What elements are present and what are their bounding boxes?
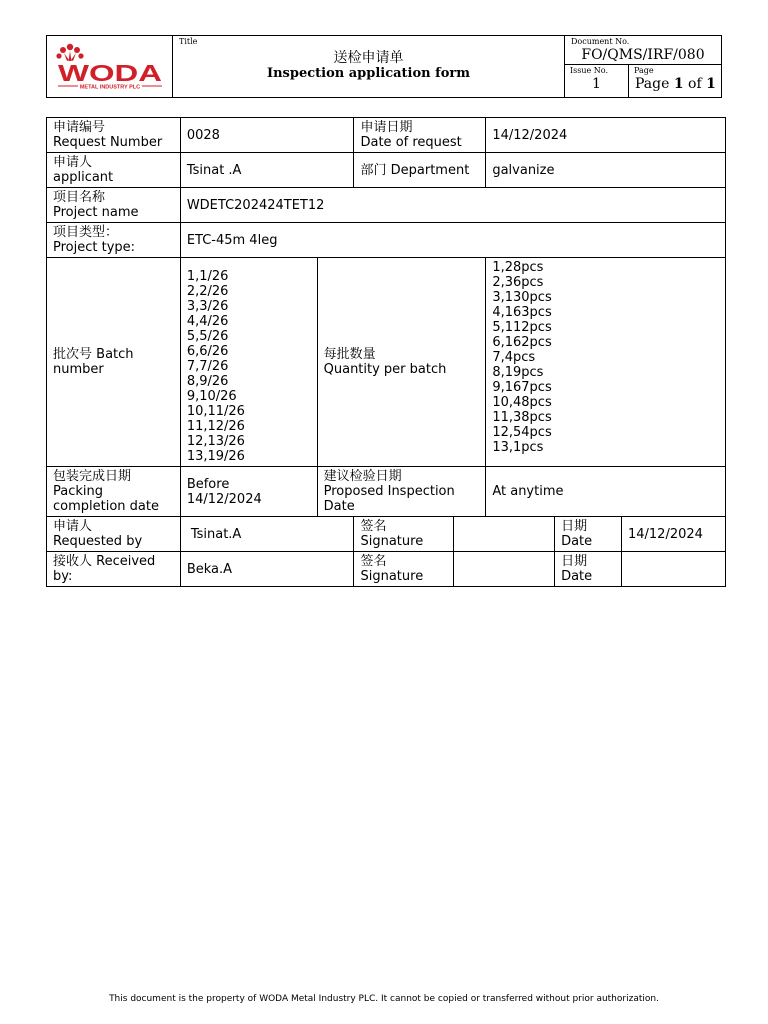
signature-2-label-cell: 签名 Signature xyxy=(354,552,454,587)
form-row-dates xyxy=(47,467,726,517)
document-header xyxy=(46,35,722,98)
received-by-value: Beka.A xyxy=(180,552,354,587)
list-item: 4,163pcs xyxy=(492,305,552,320)
list-item: 2,36pcs xyxy=(492,275,544,290)
list-item: 9,167pcs xyxy=(492,380,552,395)
document-number: FO/QMS/IRF/080 xyxy=(581,47,705,63)
logo-subtext: METAL INDUSTRY PLC xyxy=(79,84,140,90)
list-item: 4,4/26 xyxy=(186,313,229,329)
woda-logo xyxy=(52,41,168,93)
request-number-label-cell: 申请编号 Request Number xyxy=(47,118,181,153)
project-name-label-cell: 项目名称 Project name xyxy=(47,188,181,223)
proposed-inspection-label-cell: 建议检验日期 Proposed Inspection Date xyxy=(317,467,486,517)
form-row-batches xyxy=(47,258,726,467)
page-label: Page xyxy=(634,66,654,75)
applicant-value: Tsinat .A xyxy=(180,153,354,188)
date-2-label-cell: 日期 Date xyxy=(555,552,622,587)
document-number-cell xyxy=(565,36,721,65)
signature-1-value xyxy=(454,517,555,552)
form-row-requested xyxy=(47,517,726,552)
date-of-request-label-cell: 申请日期 Date of request xyxy=(354,118,486,153)
list-item: 12,13/26 xyxy=(186,433,245,449)
form-row-received xyxy=(47,552,726,587)
issue-number-cell xyxy=(565,65,629,97)
title-label: Title xyxy=(179,37,198,46)
list-item: 6,6/26 xyxy=(186,343,229,359)
list-item: 2,2/26 xyxy=(186,283,229,299)
list-item: 11,12/26 xyxy=(186,418,245,434)
received-by-label-cell: 接收人 Received by: xyxy=(47,552,181,587)
page-number-cell xyxy=(629,65,721,97)
signature-2-value xyxy=(454,552,555,587)
issue-number-label: Issue No. xyxy=(570,66,609,75)
list-item: 3,130pcs xyxy=(492,290,552,305)
department-label-cell: 部门 Department xyxy=(354,153,486,188)
packing-completion-value: Before 14/12/2024 xyxy=(180,467,317,517)
form-row-applicant xyxy=(47,153,726,188)
list-item: 10,11/26 xyxy=(186,403,245,419)
list-item: 5,5/26 xyxy=(186,328,229,344)
title-chinese: 送检申请单 xyxy=(333,50,404,66)
quantity-per-batch-list xyxy=(492,260,719,455)
date-1-value: 14/12/2024 xyxy=(621,517,725,552)
footer-notice: This document is the property of WODA Metal Industry PLC. It cannot be copied or transferred without prior authorization. xyxy=(109,994,659,1004)
list-item: 7,4pcs xyxy=(492,350,536,365)
document-info-cell xyxy=(565,36,721,97)
signature-1-label-cell: 签名 Signature xyxy=(354,517,454,552)
project-type-value: ETC-45m 4leg xyxy=(180,223,725,258)
list-item: 8,19pcs xyxy=(492,365,544,380)
list-item: 8,9/26 xyxy=(186,373,229,389)
quantity-per-batch-label-cell: 每批数量 Quantity per batch xyxy=(317,258,486,467)
list-item: 11,38pcs xyxy=(492,410,552,425)
project-type-label-cell: 项目类型： Project type: xyxy=(47,223,181,258)
project-name-value: WDETC202424TET12 xyxy=(180,188,725,223)
list-item: 6,162pcs xyxy=(492,335,552,350)
logo-text: WODA xyxy=(57,59,162,86)
department-value: galvanize xyxy=(486,153,726,188)
inspection-form-table xyxy=(46,117,726,587)
date-of-request-value: 14/12/2024 xyxy=(486,118,726,153)
batch-number-label-cell: 批次号 Batch number xyxy=(47,258,181,467)
issue-number: 1 xyxy=(592,76,601,92)
quantity-per-batch-list-cell xyxy=(486,258,726,467)
list-item: 13,1pcs xyxy=(492,440,544,455)
list-item: 7,7/26 xyxy=(186,358,229,374)
form-row-request xyxy=(47,118,726,153)
list-item: 10,48pcs xyxy=(492,395,552,410)
form-row-project-name xyxy=(47,188,726,223)
requested-by-value: Tsinat.A xyxy=(180,517,354,552)
title-english: Inspection application form xyxy=(267,66,470,81)
request-number-value: 0028 xyxy=(180,118,354,153)
requested-by-label-cell: 申请人 Requested by xyxy=(47,517,181,552)
form-row-project-type xyxy=(47,223,726,258)
list-item: 13,19/26 xyxy=(186,448,245,464)
proposed-inspection-value: At anytime xyxy=(486,467,726,517)
list-item: 12,54pcs xyxy=(492,425,552,440)
date-1-label-cell: 日期 Date xyxy=(555,517,622,552)
document-number-label: Document No. xyxy=(571,37,630,46)
list-item: 3,3/26 xyxy=(186,298,229,314)
batch-number-list-cell xyxy=(180,258,317,467)
applicant-label-cell: 申请人 applicant xyxy=(47,153,181,188)
list-item: 9,10/26 xyxy=(186,388,237,404)
batch-number-list xyxy=(187,269,311,464)
list-item: 5,112pcs xyxy=(492,320,552,335)
page-number: Page 1 of 1 xyxy=(635,76,716,92)
packing-completion-label-cell: 包装完成日期 Packing completion date xyxy=(47,467,181,517)
title-cell xyxy=(173,36,565,97)
logo-cell xyxy=(47,36,173,97)
list-item: 1,28pcs xyxy=(492,260,544,275)
date-2-value xyxy=(621,552,725,587)
list-item: 1,1/26 xyxy=(186,268,229,284)
